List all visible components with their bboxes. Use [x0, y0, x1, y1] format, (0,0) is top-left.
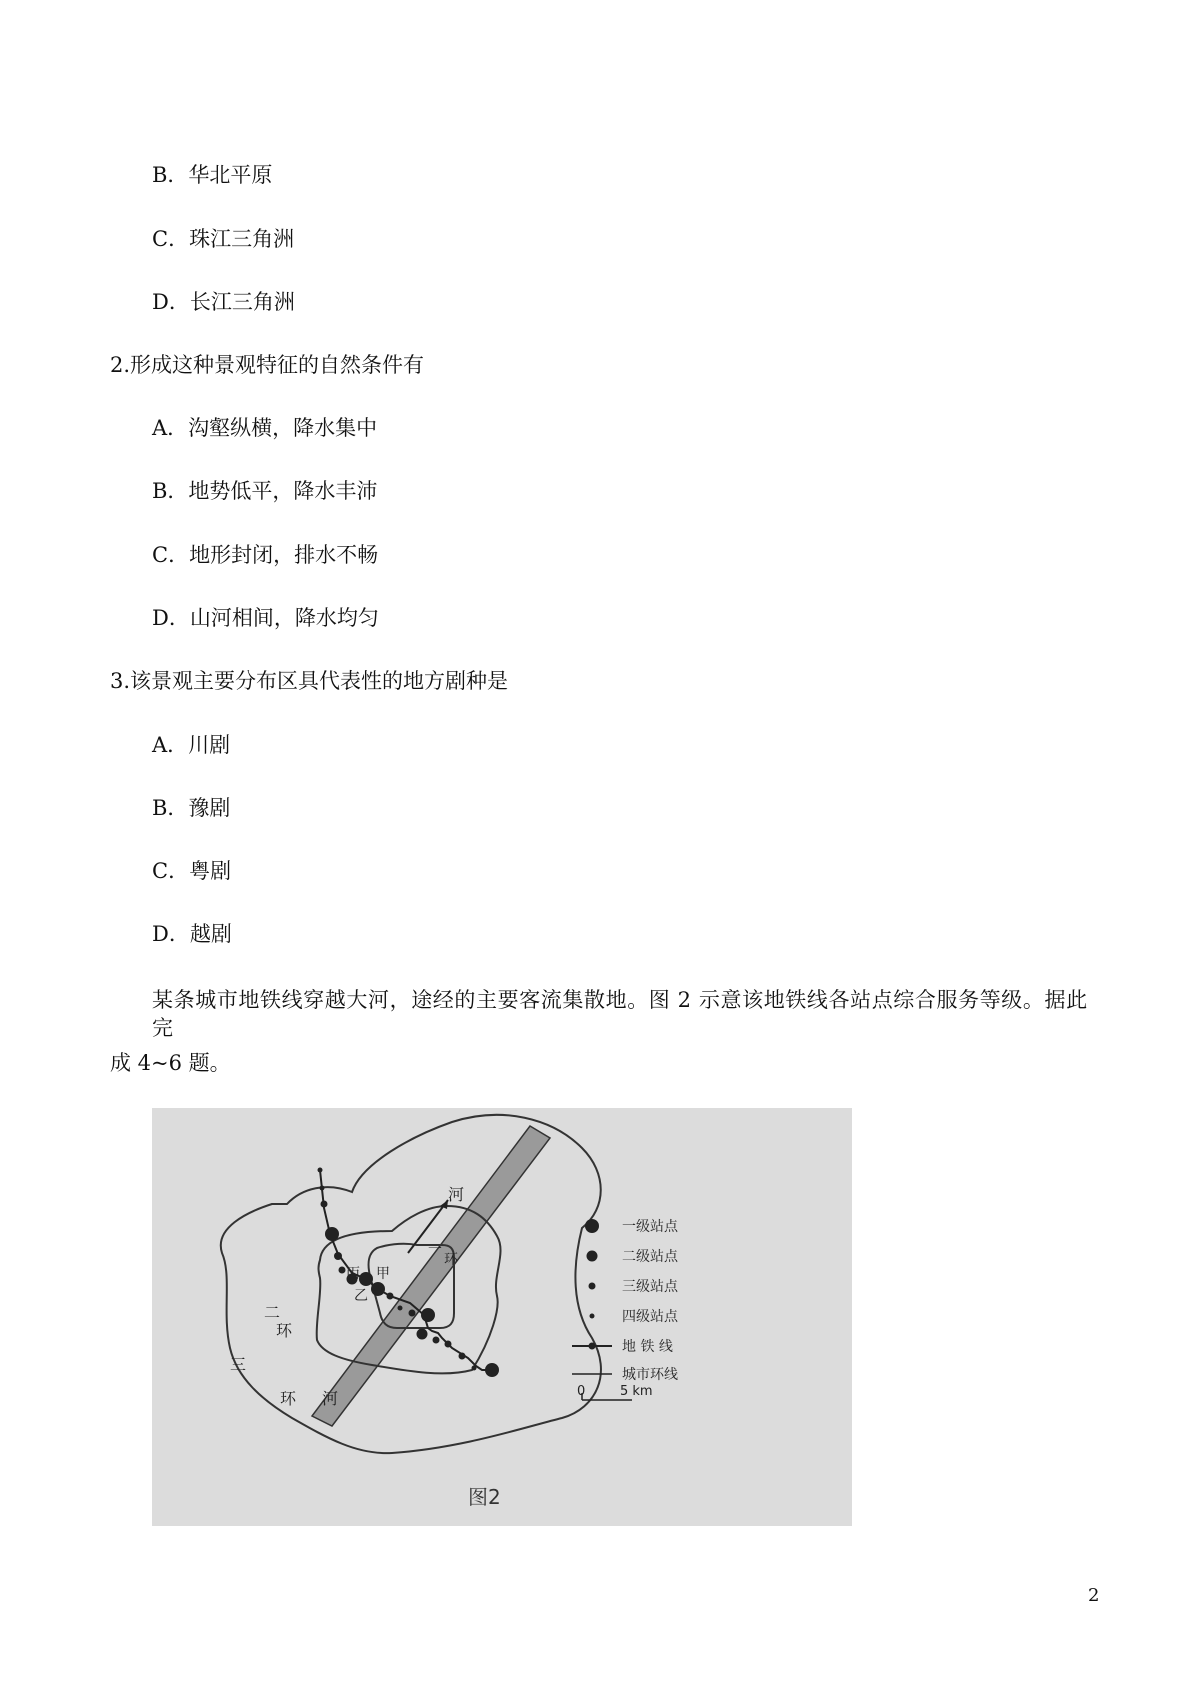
- station-level-3: [387, 1293, 394, 1300]
- station-level-1: [325, 1227, 339, 1241]
- station-level-1: [485, 1363, 499, 1377]
- page-number: 2: [1088, 1585, 1100, 1606]
- q2-stem: 2.形成这种景观特征的自然条件有: [110, 353, 425, 377]
- legend-level4-icon: [590, 1314, 595, 1319]
- q1-option-d: D．长江三角洲: [152, 290, 295, 314]
- legend-level4-label: 四级站点: [622, 1309, 678, 1325]
- q2-option-d: D．山河相间，降水均匀: [152, 606, 379, 630]
- station-level-3: [433, 1337, 440, 1344]
- ring-3-label-b: 环: [280, 1389, 297, 1408]
- station-level-4: [318, 1168, 323, 1173]
- q2-option-a: A．沟壑纵横，降水集中: [152, 416, 378, 440]
- station-level-3: [459, 1353, 466, 1360]
- station-level-1: [371, 1282, 385, 1296]
- legend-level3-icon: [589, 1283, 596, 1290]
- river-label-top: 河: [448, 1185, 465, 1204]
- station-label-bing: 丙: [346, 1266, 360, 1282]
- q1-option-c: C．珠江三角洲: [152, 227, 295, 251]
- station-level-1: [421, 1308, 435, 1322]
- station-level-3: [409, 1310, 416, 1317]
- q2-option-c: C．地形封闭，排水不畅: [152, 543, 379, 567]
- station-level-4: [472, 1366, 477, 1371]
- legend-metro-dot-icon: [589, 1343, 596, 1350]
- q3-option-d: D．越剧: [152, 922, 232, 946]
- ring-3-label: 三: [230, 1355, 247, 1374]
- station-label-jia: 甲: [376, 1266, 390, 1282]
- legend-level2-icon: [587, 1251, 598, 1262]
- station-level-3: [321, 1201, 328, 1208]
- q2-option-b: B．地势低平，降水丰沛: [152, 479, 378, 503]
- legend-level1-label: 一级站点: [622, 1219, 678, 1235]
- station-level-3: [334, 1252, 342, 1260]
- station-level-2: [417, 1329, 428, 1340]
- passage-line-1: 某条城市地铁线穿越大河，途经的主要客流集散地。图 2 示意该地铁线各站点综合服务等级。据此完: [152, 988, 1088, 1040]
- q1-option-b: B．华北平原: [152, 163, 273, 187]
- ring-1-label: 一: [428, 1242, 442, 1258]
- q3-stem: 3.该景观主要分布区具代表性的地方剧种是: [110, 669, 509, 693]
- scale-zero-label: 0: [577, 1384, 586, 1399]
- legend-level3-label: 三级站点: [622, 1279, 678, 1295]
- station-level-1: [359, 1272, 373, 1286]
- ring-2-label-b: 环: [276, 1321, 293, 1340]
- river-label-bottom: 河: [322, 1389, 339, 1408]
- q3-option-c: C．粤剧: [152, 859, 232, 883]
- station-label-yi: 乙: [354, 1288, 368, 1304]
- figure-caption: 图2: [468, 1485, 501, 1509]
- station-level-3: [339, 1267, 346, 1274]
- q3-option-b: B．豫剧: [152, 796, 231, 820]
- legend-level1-icon: [585, 1219, 599, 1233]
- metro-map-svg: [152, 1108, 852, 1526]
- legend-metro-label: 地 铁 线: [622, 1339, 673, 1355]
- scale-km-label: 5 km: [620, 1384, 653, 1399]
- passage-line-2: 成 4~6 题。: [110, 1051, 231, 1075]
- legend-level2-label: 二级站点: [622, 1249, 678, 1265]
- ring-2-label: 二: [264, 1303, 281, 1322]
- station-level-4: [320, 1186, 325, 1191]
- figure-metro-map: [152, 1108, 852, 1526]
- legend-ring-label: 城市环线: [622, 1367, 678, 1383]
- station-level-4: [398, 1306, 403, 1311]
- ring-1-label-b: 环: [444, 1252, 458, 1268]
- station-level-3: [445, 1341, 452, 1348]
- q3-option-a: A．川剧: [152, 733, 231, 757]
